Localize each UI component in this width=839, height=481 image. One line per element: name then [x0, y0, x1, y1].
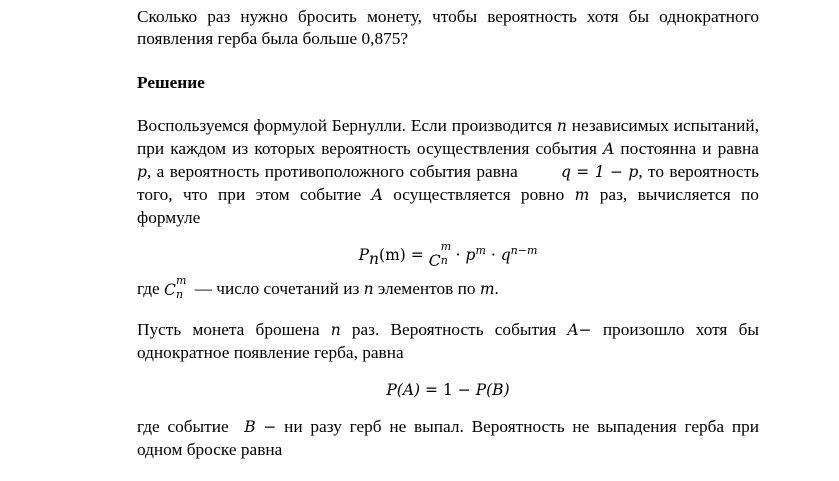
solution-heading: Решение [137, 72, 205, 92]
event-b-paragraph: где событие B − ни разу герб не выпал. Вероятность не выпадения герба при одном броске равна [137, 416, 760, 459]
document-page [137, 6, 759, 460]
bernoulli-paragraph: Воспользуемся формулой Бернулли. Если производится n независимых испытаний, при каждом из которых вероятность осуществления события A постоянна и равна p, а вероятность противоположного события равна q = 1 − p, то вероятность того, что при этом событие A осуществляется ровно m раз, вычисляется по формуле [137, 116, 760, 227]
coin-paragraph: Пусть монета брошена n раз. Вероятность события A− произошло хотя бы однократное появление герба, равна [137, 320, 759, 362]
bernoulli-formula: $P_n(m)$ = C m n · $p^m \cdot q^{n-m}$ [358, 240, 538, 271]
combination-note: где C m n — число сочетаний из n элементов по m. [137, 274, 499, 302]
problem-statement: Сколько раз нужно бросить монету, чтобы вероятность хотя бы однократного появления герба была больше 0,875? [137, 7, 759, 48]
var-m: m [574, 185, 590, 204]
var-p: p [137, 162, 147, 181]
var-n: n [556, 117, 567, 136]
var-A: A [603, 140, 615, 159]
var-q: q [560, 162, 571, 181]
combination-symbol: C m n [428, 240, 452, 271]
complement-formula: P(A) = 1 − P(B) [386, 380, 510, 399]
